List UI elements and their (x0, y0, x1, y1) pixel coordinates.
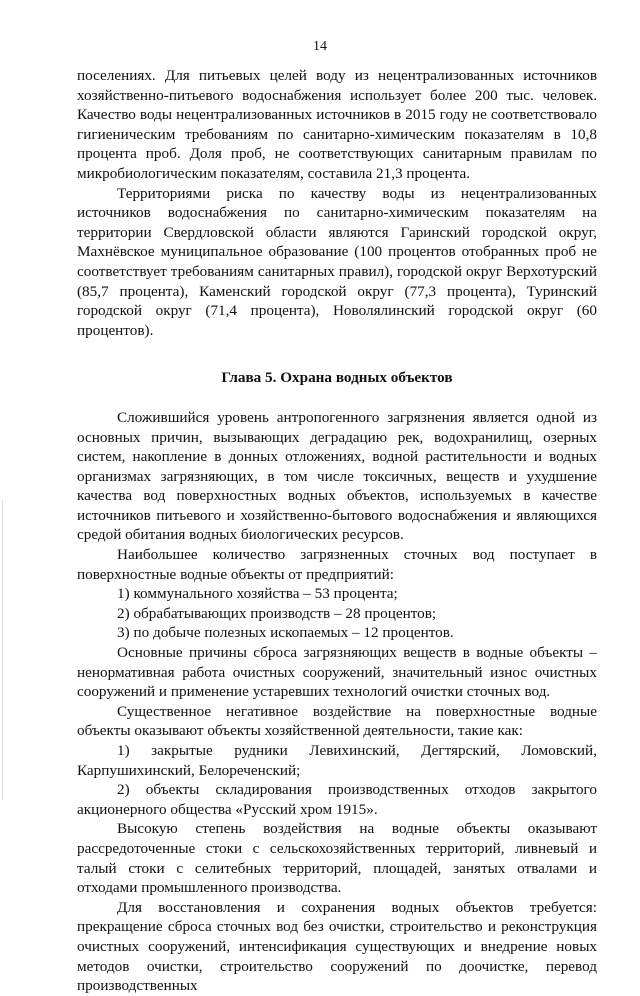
list-item: 1) закрытые рудники Левихинский, Дегтярский, Ломовский, Карпушихинский, Белореченский; (77, 742, 597, 779)
list-item: 3) по добыче полезных ископаемых – 12 процентов. (117, 624, 454, 642)
list-item: 2) объекты складирования производственных отходов закрытого акционерного общества «Русский хром 1915». (77, 781, 597, 818)
paragraph: Высокую степень воздействия на водные объекты оказывают рассредоточенные стоки с сельскохозяйственных территорий, ливневый и талый стоки с селитебных территорий, площадей, занятых отвалами и отходами промышленного производства. (77, 820, 597, 897)
page-body (77, 66, 597, 996)
paragraph: Территориями риска по качеству воды из нецентрализованных источников водоснабжения по санитарно-химическим показателям на территории Свердловской области являются Гаринский городской округ, Махнёвское муниципальное образование (100 процентов отобранных проб не соответствует требованиям санитарных правил), городской округ Верхотурский (85,7 процента), Каменский городской округ (77,3 процента), Туринский городской округ (71,4 процента), Новолялинский городской округ (60 процентов). (77, 184, 597, 339)
list-item: 2) обрабатывающих производств – 28 процентов; (117, 604, 437, 622)
paragraph: Основные причины сброса загрязняющих веществ в водные объекты – ненормативная работа очистных сооружений, значительный износ очистных сооружений и применение устаревших технологий очистки сточных вод. (77, 644, 597, 701)
paragraph: Наибольшее количество загрязненных сточных вод поступает в поверхностные водные объекты от предприятий: (77, 546, 597, 583)
list-item: 1) коммунального хозяйства – 53 процента; (117, 585, 398, 603)
paragraph: Существенное негативное воздействие на поверхностные водные объекты оказывают объекты хозяйственной деятельности, такие как: (77, 702, 597, 740)
page-number: 14 (313, 39, 327, 54)
paragraph: Сложившийся уровень антропогенного загрязнения является одной из основных причин, вызывающих деградацию рек, водохранилищ, озерных систем, накопление в донных отложениях, водной растительности и водных организмах загрязняющих, в том числе токсичных, веществ и ухудшение качества вод поверхностных водных объектов, используемых в качестве источников питьевого и хозяйственно-бытового водоснабжения и являющихся средой обитания водных биологических ресурсов. (77, 408, 597, 544)
scan-edge-line (2, 500, 3, 800)
paragraph: Для восстановления и сохранения водных объектов требуется: прекращение сброса сточных вод без очистки, строительство и реконструкция очистных сооружений, интенсификация существующих и внедрение новых методов очистки, строительство сооружений по доочистке, перевод производственных (77, 898, 597, 995)
chapter-title: Глава 5. Охрана водных объектов (221, 369, 453, 387)
paragraph: поселениях. Для питьевых целей воду из нецентрализованных источников хозяйственно-питьевого водоснабжения использует более 200 тыс. человек. Качество воды нецентрализованных источников в 2015 году не соответствовало гигиеническим требованиям по санитарно-химическим показателям в 10,8 процента проб. Доля проб, не соответствующих санитарным правилам по микробиологическим показателям, составила 21,3 процента. (77, 67, 597, 182)
